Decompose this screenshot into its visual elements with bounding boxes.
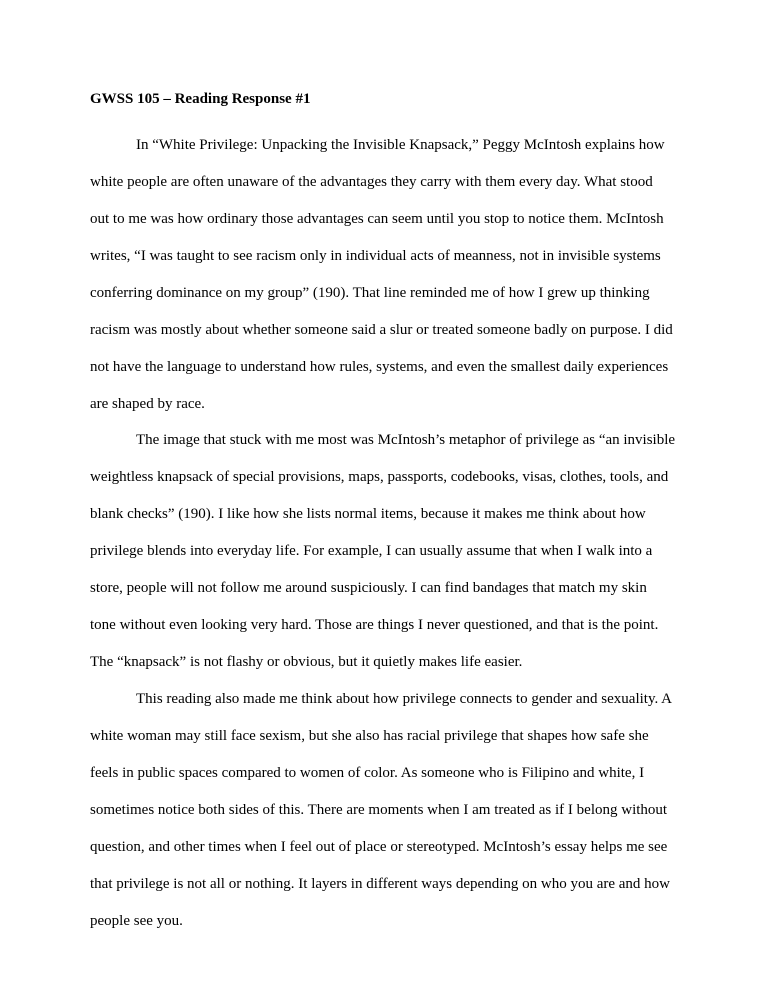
paragraph-2-line-2: weightless knapsack of special provisions, maps, passports, codebooks, visas, clothes, tools, and (90, 469, 669, 485)
paragraph-2-line-4: privilege blends into everyday life. For example, I can usually assume that when I walk into a (90, 543, 653, 559)
paragraph-1-line-3: out to me was how ordinary those advantages can seem until you stop to notice them. McIntosh (90, 211, 664, 227)
paragraph-1-line-6: racism was mostly about whether someone said a slur or treated someone badly on purpose. I did (90, 322, 673, 338)
paragraph-1-line-8: are shaped by race. (90, 396, 205, 412)
paragraph-3-line-1: This reading also made me think about how privilege connects to gender and sexuality. A (136, 691, 672, 707)
paragraph-2-line-1: The image that stuck with me most was McIntosh’s metaphor of privilege as “an invisible (136, 432, 676, 448)
paragraph-1-line-7: not have the language to understand how rules, systems, and even the smallest daily experiences (90, 359, 669, 375)
paragraph-1-line-1: In “White Privilege: Unpacking the Invisible Knapsack,” Peggy McIntosh explains how (136, 137, 665, 153)
paragraph-1-line-4: writes, “I was taught to see racism only in individual acts of meanness, not in invisible systems (90, 248, 661, 264)
paragraph-2-line-5: store, people will not follow me around suspiciously. I can find bandages that match my skin (90, 580, 647, 596)
paragraph-1-line-5: conferring dominance on my group” (190). That line reminded me of how I grew up thinking (90, 285, 650, 301)
paragraph-3-line-6: that privilege is not all or nothing. It layers in different ways depending on who you are and how (90, 876, 671, 892)
paragraph-2-line-3: blank checks” (190). I like how she lists normal items, because it makes me think about how (90, 506, 646, 522)
paragraph-1-line-2: white people are often unaware of the advantages they carry with them every day. What stood (90, 174, 653, 190)
paragraph-3-line-5: question, and other times when I feel out of place or stereotyped. McIntosh’s essay helps me see (90, 839, 668, 855)
paragraph-3-line-2: white woman may still face sexism, but she also has racial privilege that shapes how safe she (90, 728, 649, 744)
paragraph-2-line-7: The “knapsack” is not flashy or obvious, but it quietly makes life easier. (90, 654, 523, 670)
paragraph-3-line-7: people see you. (90, 913, 183, 929)
paragraph-3-line-4: sometimes notice both sides of this. There are moments when I am treated as if I belong without (90, 802, 668, 818)
paragraph-2-line-6: tone without even looking very hard. Those are things I never questioned, and that is the point. (90, 617, 659, 633)
paragraph-3-line-3: feels in public spaces compared to women of color. As someone who is Filipino and white, I (90, 765, 645, 781)
document-title: GWSS 105 – Reading Response #1 (90, 91, 311, 107)
